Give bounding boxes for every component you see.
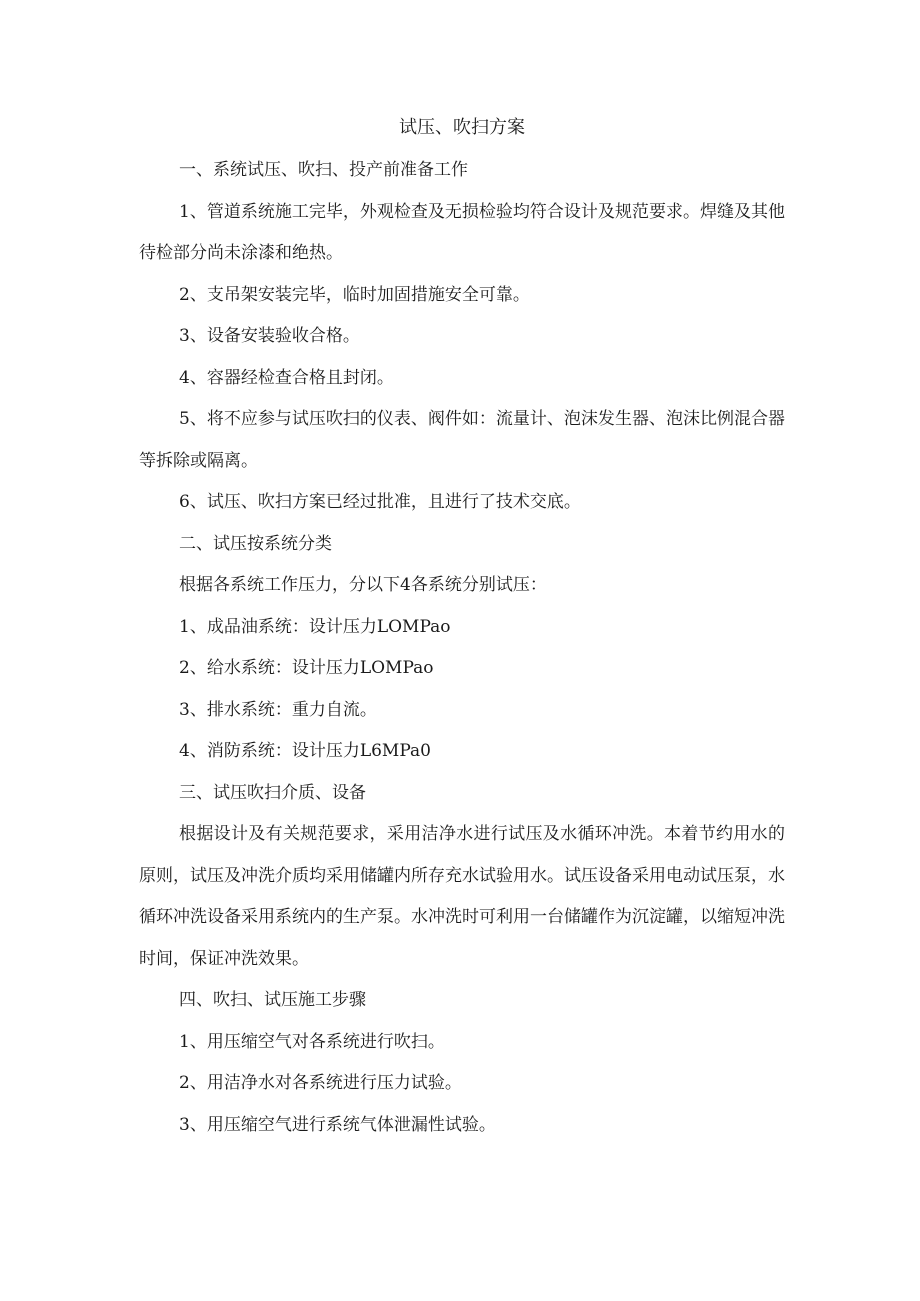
paragraph: 5、将不应参与试压吹扫的仪表、阀件如：流量计、泡沫发生器、泡沫比例混合器等拆除或隔离。 xyxy=(139,409,785,471)
paragraph: 4、容器经检查合格且封闭。 xyxy=(179,367,394,388)
paragraph: 3、设备安装验收合格。 xyxy=(179,326,360,346)
paragraph: 6、试压、吹扫方案已经过批准，且进行了技术交底。 xyxy=(179,492,581,512)
section-heading-4: 四、吹扫、试压施工步骤 xyxy=(179,990,366,1010)
document-title: 试压、吹扫方案 xyxy=(399,117,525,138)
section-heading-2: 二、试压按系统分类 xyxy=(179,533,332,554)
paragraph: 1、成品油系统：设计压力LOMPao xyxy=(179,616,451,637)
section-heading-3: 三、试压吹扫介质、设备 xyxy=(179,782,366,803)
paragraph: 1、管道系统施工完毕，外观检查及无损检验均符合设计及规范要求。焊缝及其他待检部分尚未涂漆和绝热。 xyxy=(139,201,785,263)
paragraph: 4、消防系统：设计压力L6MPa0 xyxy=(179,741,431,761)
paragraph: 1、用压缩空气对各系统进行吹扫。 xyxy=(179,1031,445,1052)
section-heading-1: 一、系统试压、吹扫、投产前准备工作 xyxy=(179,160,468,180)
paragraph: 2、给水系统：设计压力LOMPao xyxy=(179,658,434,678)
paragraph: 2、用洁净水对各系统进行压力试验。 xyxy=(179,1073,462,1093)
paragraph: 根据各系统工作压力，分以下4各系统分别试压： xyxy=(179,575,547,595)
document-body xyxy=(139,109,785,1146)
paragraph: 2、支吊架安装完毕，临时加固措施安全可靠。 xyxy=(179,284,530,305)
paragraph: 3、用压缩空气进行系统气体泄漏性试验。 xyxy=(179,1114,496,1135)
paragraph: 根据设计及有关规范要求，采用洁净水进行试压及水循环冲洗。本着节约用水的原则，试压及冲洗介质均采用储罐内所存充水试验用水。试压设备采用电动试压泵，水循环冲洗设备采用系统内的生产泵。水冲洗时可利用一台储罐作为沉淀罐，以缩短冲洗时间，保证冲洗效果。 xyxy=(139,824,785,969)
paragraph: 3、排水系统：重力自流。 xyxy=(179,699,377,720)
